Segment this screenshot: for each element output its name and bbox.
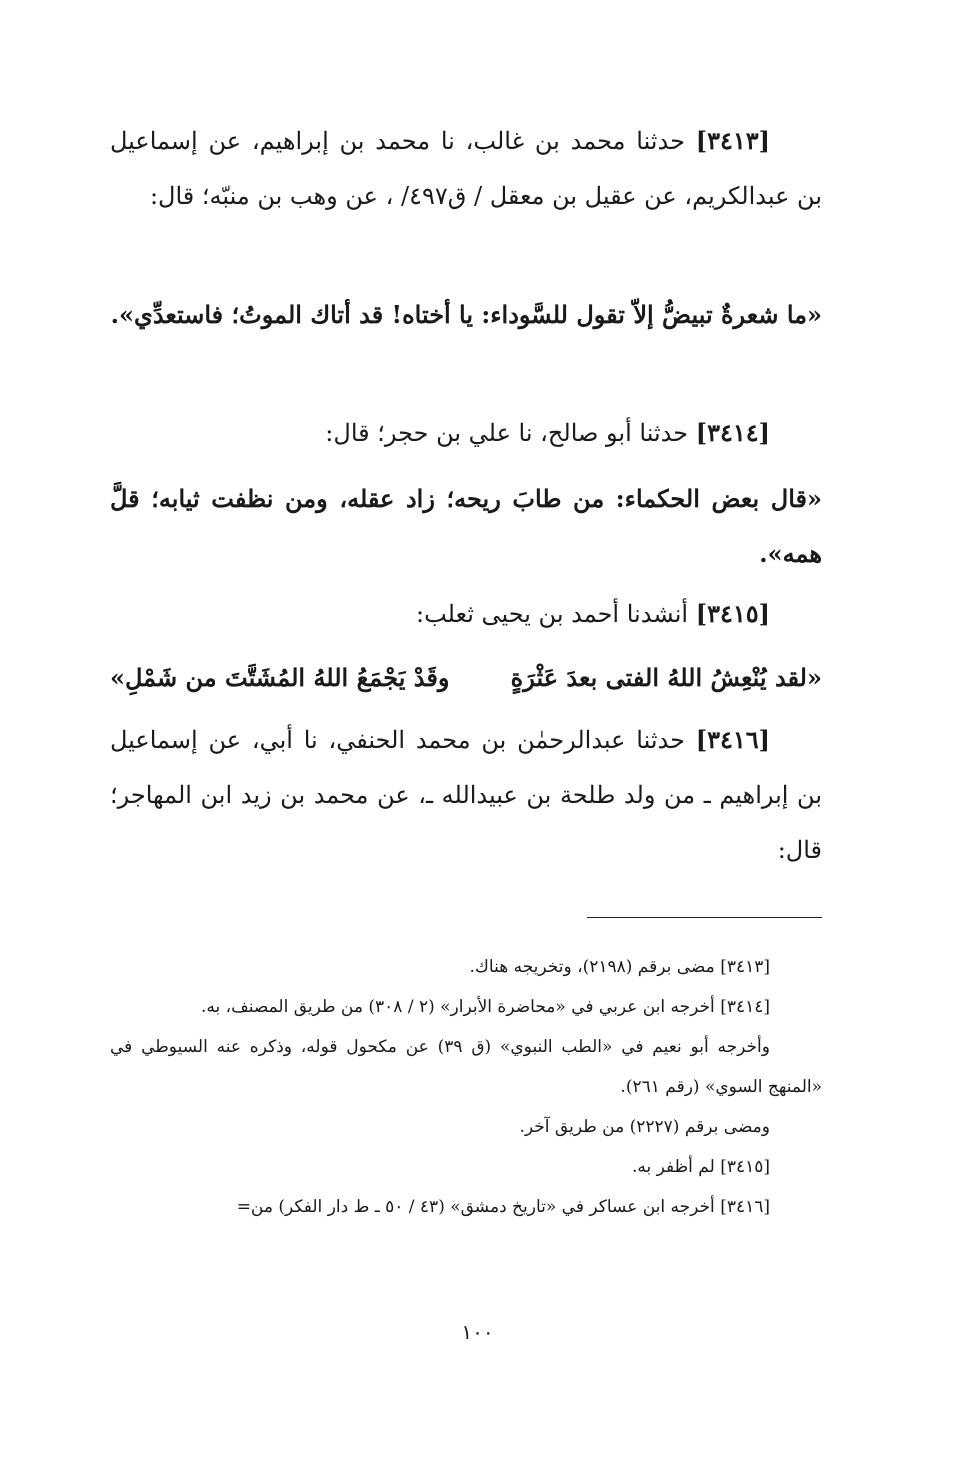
entry-number: [٣٤١٦] — [695, 725, 770, 754]
footnote-number: [٣٤١٦] — [720, 1197, 770, 1217]
hadith-3415 — [110, 586, 822, 642]
verse-first-hemistich: «لقد يُنْعِشُ اللهُ الفتى بعدَ عَثْرَةٍ — [510, 663, 822, 692]
entry-text: حدثنا محمد بن غالب، نا محمد بن إبراهيم، عن إسماعيل بن عبدالكريم، عن عقيل بن معقل / ق٤٩٧/ ، عن وهب بن منبّه؛ قال: — [110, 127, 822, 210]
footnote-number: [٣٤١٥] — [720, 1157, 770, 1177]
verse-second-hemistich: وقَدْ يَجْمَعُ اللهُ المُشَتَّتَ من شَمْلِ» — [110, 663, 450, 692]
footnote-divider — [587, 917, 822, 918]
footnote-3414-cont — [110, 1027, 822, 1107]
footnotes — [110, 947, 822, 1227]
entry-text: حدثنا عبدالرحمٰن بن محمد الحنفي، نا أبي، عن إسماعيل بن إبراهيم ـ من ولد طلحة بن عبيدالله ـ، عن محمد بن زيد ابن المهاجر؛ قال: — [110, 726, 822, 864]
footnote-number: [٣٤١٣] — [720, 957, 770, 977]
entry-text: أنشدنا أحمد بن يحيى ثعلب: — [416, 600, 689, 628]
footnote-3413 — [110, 947, 822, 987]
hadith-3413 — [110, 113, 822, 224]
entry-number: [٣٤١٣] — [695, 126, 770, 155]
hadith-3414 — [110, 405, 822, 461]
footnote-3416 — [110, 1187, 822, 1227]
footnote-text: أخرجه ابن عربي في «محاضرة الأبرار» (٢ / ٣٠٨) من طريق المصنف، به. — [200, 997, 715, 1017]
entry-number: [٣٤١٤] — [695, 418, 770, 447]
footnote-3414 — [110, 987, 822, 1027]
quote-3413: «ما شعرةٌ تبيضُّ إلاّ تقول للسَّوداء: يا أختاه! قد أتاك الموتُ؛ فاستعدِّي». — [110, 300, 822, 329]
footnote-3415 — [110, 1147, 822, 1187]
footnote-text: لم أظفر به. — [631, 1157, 715, 1177]
footnote-text: ومضى برقم (٢٢٢٧) من طريق آخر. — [519, 1117, 770, 1137]
footnote-text: وأخرجه أبو نعيم في «الطب النبوي» (ق ٣٩) عن مكحول قوله، وذكره عنه السيوطي في «المنهج السوي» (رقم ٢٦١). — [110, 1037, 822, 1097]
footnote-number: [٣٤١٤] — [720, 997, 770, 1017]
page-number: ١٠٠ — [461, 1320, 494, 1344]
entry-text: حدثنا أبو صالح، نا علي بن حجر؛ قال: — [325, 419, 689, 447]
footnote-3414-cont2 — [110, 1107, 822, 1147]
footnote-text: مضى برقم (٢١٩٨)، وتخريجه هناك. — [469, 957, 715, 977]
footnote-text: أخرجه ابن عساكر في «تاريخ دمشق» (٤٣ / ٥٠ ـ ط دار الفكر) من= — [236, 1197, 715, 1217]
hadith-3416 — [110, 712, 822, 878]
poem-verse — [110, 650, 822, 705]
quote-3414: «قال بعض الحكماء: من طابَ ريحه؛ زاد عقله، ومن نظفت ثيابه؛ قلَّ همه». — [110, 484, 822, 568]
entry-number: [٣٤١٥] — [695, 599, 770, 628]
